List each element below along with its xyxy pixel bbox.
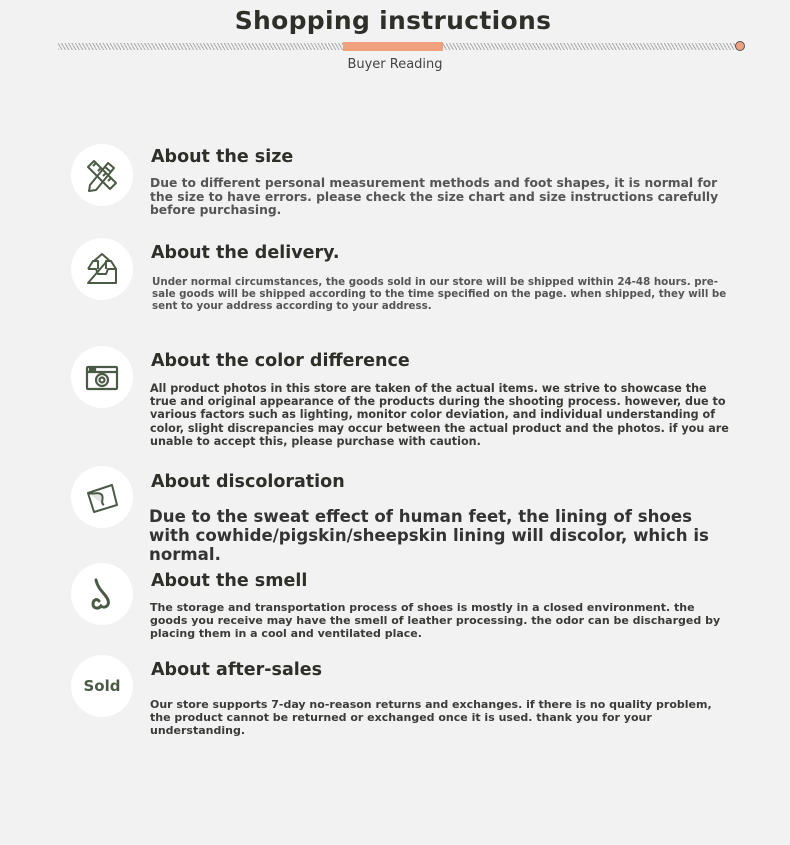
paint-swatch-icon [71, 466, 133, 528]
section-body: The storage and transportation process of shoes is mostly in a closed environment. the goods you receive may have the smell of leather processing. the odor can be discharged by placing them in a cool and ventilated place. [150, 601, 721, 641]
section-title: About the size [151, 147, 294, 167]
divider-dot [735, 41, 745, 51]
nose-icon [71, 563, 133, 625]
inbox-upload-icon [71, 238, 133, 300]
sold-icon-label: Sold [83, 677, 121, 695]
ruler-pencil-icon [71, 144, 133, 206]
camera-icon [71, 346, 133, 408]
page-title: Shopping instructions [234, 6, 552, 35]
section-body: Our store supports 7-day no-reason returns and exchanges. if there is no quality problem, the product cannot be returned or exchanged once it is used. thank you for your understanding. [150, 698, 712, 737]
divider-accent [343, 42, 443, 51]
section-title: About the smell [151, 571, 308, 591]
sold-icon [71, 655, 133, 717]
page-subtitle: Buyer Reading [347, 57, 443, 72]
section-title: About after-sales [151, 660, 323, 680]
section-body: Under normal circumstances, the goods sold in our store will be shipped within 24-48 hours. pre-sale goods will be shipped according to the time specified on the page. when shipped, they will be sent to your address according to your address. [152, 276, 727, 312]
section-body: Due to different personal measurement methods and foot shapes, it is normal for the size to have errors. please check the size chart and size instructions carefully before purchasing. [150, 176, 719, 218]
section-body: Due to the sweat effect of human feet, the lining of shoes with cowhide/pigskin/sheepskin lining will discolor, which is normal. [149, 507, 709, 564]
section-title: About the color difference [151, 351, 410, 371]
section-body: All product photos in this store are taken of the actual items. we strive to showcase the true and original appearance of the products during the shooting process. however, due to various factors such as lighting, monitor color deviation, and individual understanding of color, slight discrepancies may occur between the actual product and the photos. if you are unable to accept this, please purchase with caution. [150, 382, 729, 448]
section-title: About discoloration [151, 472, 345, 492]
section-title: About the delivery. [151, 243, 340, 263]
